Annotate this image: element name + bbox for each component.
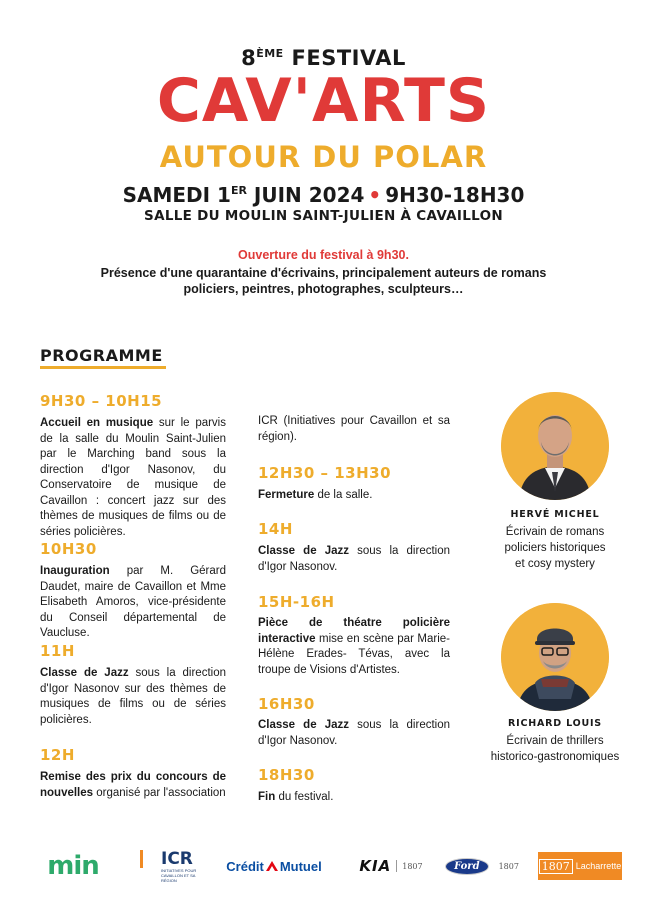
programme-underline	[40, 366, 166, 369]
edition-suffix: ÈME	[256, 47, 284, 60]
slot-time: 12H30 – 13H30	[258, 464, 392, 482]
kia-logo	[356, 848, 426, 884]
slot-detail: ICR (Initiatives pour Cavaillon et sa région).	[258, 415, 450, 443]
slot-highlight: Classe de Jazz	[258, 719, 349, 731]
lacharrette-logo-text: Lacharrette	[575, 861, 622, 871]
slot-time: 14H	[258, 520, 293, 538]
guest-description-line: et cosy mystery	[515, 558, 595, 570]
slot-description	[258, 718, 450, 749]
festival-hours: 9H30-18H30	[385, 183, 525, 207]
festival-subtitle: AUTOUR DU POLAR	[159, 140, 488, 174]
icr-logo-subtitle: INITIATIVES POUR CAVAILLON ET SA RÉGION	[161, 867, 197, 883]
slot-highlight: Accueil en musique	[40, 417, 154, 429]
guest-portrait-richard-louis	[501, 603, 609, 711]
mtn-logo-text: min	[47, 851, 99, 881]
kia-logo-text: KIA	[359, 857, 392, 875]
sponsor-logos	[30, 848, 630, 888]
ford-logo-text: Ford	[445, 858, 488, 875]
logo-divider	[396, 860, 397, 872]
guest-description-line: historico-gastronomiques	[490, 751, 620, 763]
guest-description-line: Écrivain de romans	[505, 526, 605, 538]
date-month-year: JUIN 2024	[253, 183, 365, 207]
person-portrait-icon	[501, 603, 609, 711]
slot-description	[258, 616, 450, 678]
guest-name: HERVÉ MICHEL	[510, 509, 600, 520]
slot-description	[40, 770, 226, 801]
slot-detail: sous la direction d'Igor Nasonov.	[258, 545, 451, 573]
ford-logo	[448, 848, 519, 884]
icr-logo	[140, 848, 212, 884]
slot-time: 16H30	[258, 695, 315, 713]
slot-time: 10H30	[40, 540, 97, 558]
guest-description	[475, 524, 635, 572]
slot-detail: mise en scène par Marie-Hélène Erades- Tévas, avec la troupe de Visions d'Artistes.	[258, 632, 450, 676]
lacharrette-logo	[538, 852, 622, 880]
guest-description	[475, 733, 635, 765]
ford-year-text: 1807	[498, 861, 519, 871]
guest-name: RICHARD LOUIS	[508, 718, 602, 729]
date-separator: •	[368, 183, 382, 207]
slot-highlight: Fermeture	[258, 489, 315, 501]
slot-highlight: Classe de Jazz	[258, 545, 349, 557]
slot-time: 12H	[40, 746, 75, 764]
edition-number: 8	[241, 46, 257, 70]
slot-detail: sur le parvis de la salle du Moulin Saint-Julien par le Marching band sous la direction d'Igor Nasonov, du Conservatoire de musique de Cavaillon : concert jazz sur des thèmes de musiques de films ou de séries policières.	[40, 417, 226, 538]
slot-description	[258, 414, 450, 445]
festival-venue: SALLE DU MOULIN SAINT-JULIEN À CAVAILLON	[144, 208, 503, 224]
slot-description	[40, 666, 226, 728]
slot-description	[258, 544, 450, 575]
slot-highlight: Fin	[258, 791, 276, 803]
kia-year-text: 1807	[402, 861, 423, 871]
slot-description	[40, 564, 226, 642]
guest-description-line: policiers historiques	[504, 542, 606, 554]
festival-title: CAV'ARTS	[156, 66, 491, 136]
slot-highlight: Pièce de théatre policière interactive	[258, 617, 450, 645]
slot-time: 11H	[40, 642, 75, 660]
date-suffix: ER	[230, 184, 247, 197]
festival-date	[0, 178, 647, 208]
slot-detail: du festival.	[275, 791, 334, 803]
icr-logo-text: ICR	[140, 850, 193, 868]
guest-portrait-herve-michel	[501, 392, 609, 500]
slot-highlight: Classe de Jazz	[40, 667, 129, 679]
slot-detail: sous la direction d'Igor Nasonov.	[258, 719, 451, 747]
slot-detail: sous la direction d'Igor Nasonov sur des thèmes de musiques de films ou de séries policières.	[40, 667, 226, 726]
lacharrette-year-text: 1807	[539, 859, 573, 874]
slot-detail: organisé par l'association	[93, 786, 226, 799]
slot-time: 9H30 – 10H15	[40, 392, 163, 410]
person-portrait-icon	[501, 392, 609, 500]
date-day: SAMEDI 1	[122, 183, 231, 207]
slot-detail: de la salle.	[314, 489, 373, 501]
guest-description-line: Écrivain de thrillers	[506, 735, 604, 747]
credit-mutuel-text: Crédit	[226, 858, 264, 874]
festival-word: FESTIVAL	[291, 46, 406, 70]
slot-description	[40, 416, 226, 540]
programme-title: PROGRAMME	[40, 346, 163, 365]
credit-mutuel-icon	[265, 860, 279, 872]
mtn-logo	[38, 848, 108, 884]
slot-detail: par M. Gérard Daudet, maire de Cavaillon et Mme Elisabeth Amoros, vice-présidente du Conseil départemental de Vaucluse.	[40, 565, 226, 639]
slot-description	[258, 790, 450, 806]
slot-highlight: Remise des prix du concours de nouvelles	[40, 771, 226, 799]
slot-highlight: Inauguration	[40, 565, 110, 577]
credit-mutuel-text: Mutuel	[279, 858, 322, 874]
credit-mutuel-logo	[222, 848, 326, 884]
slot-time: 15H-16H	[258, 593, 335, 611]
slot-description	[258, 488, 450, 504]
slot-time: 18H30	[258, 766, 315, 784]
opening-notice: Ouverture du festival à 9h30.	[238, 248, 409, 262]
presence-notice: Présence d'une quarantaine d'écrivains, principalement auteurs de romans policiers, peintres, photographes, sculpteurs…	[100, 266, 547, 296]
